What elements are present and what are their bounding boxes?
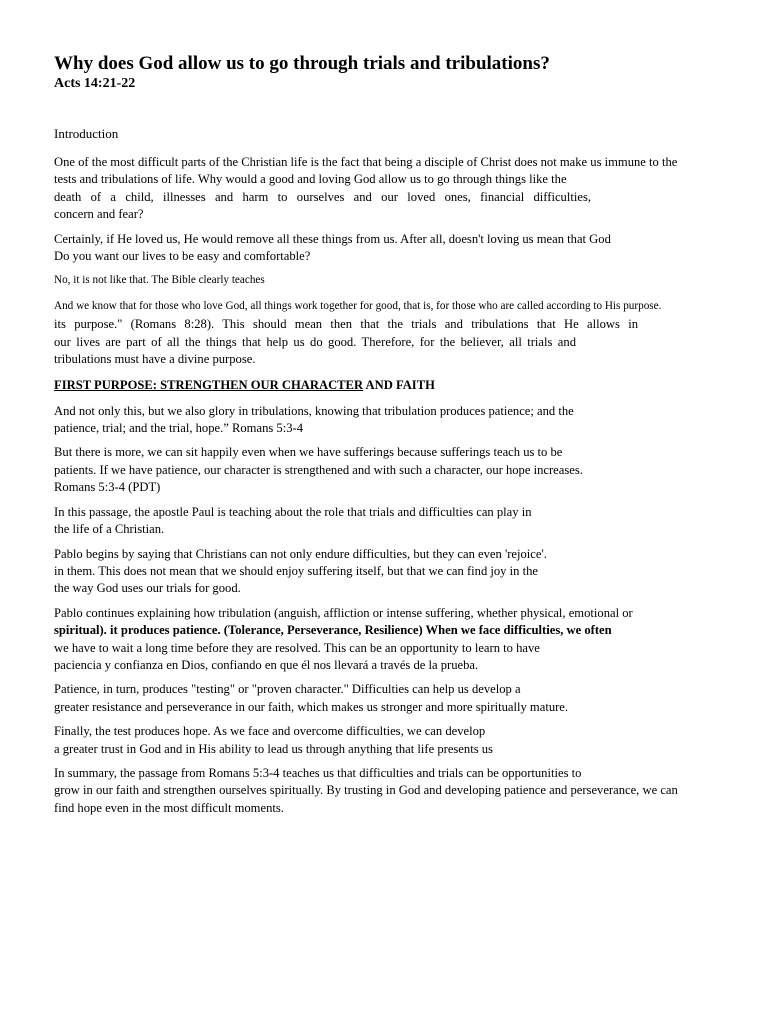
section-heading-rest: AND FAITH [363, 377, 435, 392]
paragraph-6 [54, 403, 714, 438]
paragraph-5 [54, 316, 714, 368]
text-line: concern and fear? [54, 207, 144, 222]
document-title: Why does God allow us to go through trials and tribulations? [54, 53, 550, 74]
small-quote-line: And we know that for those who love God, all things work together for good, that is, for those who are called according to His purpose. [54, 300, 662, 313]
text-line: Finally, the test produces hope. As we face and overcome difficulties, we can develop [54, 724, 486, 739]
paragraph-8 [54, 504, 714, 539]
text-line: Romans 5:3-4 (PDT) [54, 480, 161, 495]
text-line: grow in our faith and strengthen ourselves spiritually. By trusting in God and developing patience and perseverance, we can [54, 783, 678, 798]
text-line: our lives are part of all the things that help us do good. Therefore, for the believer, all trials and [54, 334, 576, 349]
scripture-reference: Acts 14:21-22 [54, 76, 136, 91]
text-line: In summary, the passage from Romans 5:3-4 teaches us that difficulties and trials can be opportunities to [54, 765, 582, 780]
text-line: tribulations must have a divine purpose. [54, 352, 256, 367]
paragraph-2 [54, 231, 714, 266]
paragraph-12 [54, 723, 714, 758]
text-line: patients. If we have patience, our character is strengthened and with such a character, our hope increases. [54, 462, 583, 477]
text-line: tests and tribulations of life. Why would a good and loving God allow us to go through things like the [54, 172, 567, 187]
paragraph-11 [54, 681, 714, 716]
text-line: And not only this, but we also glory in tribulations, knowing that tribulation produces patience; and the [54, 403, 574, 418]
paragraph-7 [54, 444, 714, 496]
text-line: Patience, in turn, produces "testing" or "proven character." Difficulties can help us develop a [54, 682, 521, 697]
text-line: Certainly, if He loved us, He would remove all these things from us. After all, doesn't loving us mean that God [54, 231, 611, 246]
paragraph-9 [54, 546, 714, 598]
text-line: But there is more, we can sit happily even when we have sufferings because sufferings teach us to be [54, 445, 563, 460]
paragraph-10 [54, 605, 714, 675]
section-label-introduction: Introduction [54, 126, 119, 141]
text-line: Pablo begins by saying that Christians can not only endure difficulties, but they can even 'rejoice'. [54, 546, 547, 561]
text-line: greater resistance and perseverance in our faith, which makes us stronger and more spiritually mature. [54, 699, 569, 714]
small-text-line: No, it is not like that. The Bible clearly teaches [54, 274, 265, 287]
text-line: One of the most difficult parts of the Christian life is the fact that being a disciple of Christ does not make us immune to the [54, 155, 678, 169]
paragraph-13 [54, 765, 714, 817]
text-line: find hope even in the most difficult moments. [54, 800, 284, 815]
text-line: Do you want our lives to be easy and comfortable? [54, 249, 311, 264]
text-line: paciencia y confianza en Dios, confiando en que él nos llevará a través de la prueba. [54, 657, 479, 672]
text-line: death of a child, illnesses and harm to ourselves and our loved ones, financial difficulties, [54, 189, 591, 204]
document-page [54, 52, 714, 824]
text-line: a greater trust in God and in His ability to lead us through anything that life presents us [54, 741, 493, 756]
text-line-bold: spiritual). it produces patience. (Tolerance, Perseverance, Resilience) When we face difficulties, we often [54, 623, 612, 638]
text-line: its purpose." (Romans 8:28). This should mean then that the trials and tribulations that He allows in [54, 317, 638, 332]
section-heading [54, 376, 714, 394]
section-heading-underlined: FIRST PURPOSE: STRENGTHEN OUR CHARACTER [54, 377, 364, 392]
text-line: patience, trial; and the trial, hope.” Romans 5:3-4 [54, 421, 303, 436]
paragraph-1 [54, 154, 714, 224]
text-line: the life of a Christian. [54, 522, 165, 537]
text-line: in them. This does not mean that we should enjoy suffering itself, but that we can find joy in the [54, 563, 538, 578]
text-line: the way God uses our trials for good. [54, 581, 241, 596]
text-line: we have to wait a long time before they are resolved. This can be an opportunity to learn to have [54, 640, 540, 655]
text-line: Pablo continues explaining how tribulation (anguish, affliction or intense suffering, whether physical, emotional or [54, 605, 633, 620]
text-line: In this passage, the apostle Paul is teaching about the role that trials and difficulties can play in [54, 504, 532, 519]
